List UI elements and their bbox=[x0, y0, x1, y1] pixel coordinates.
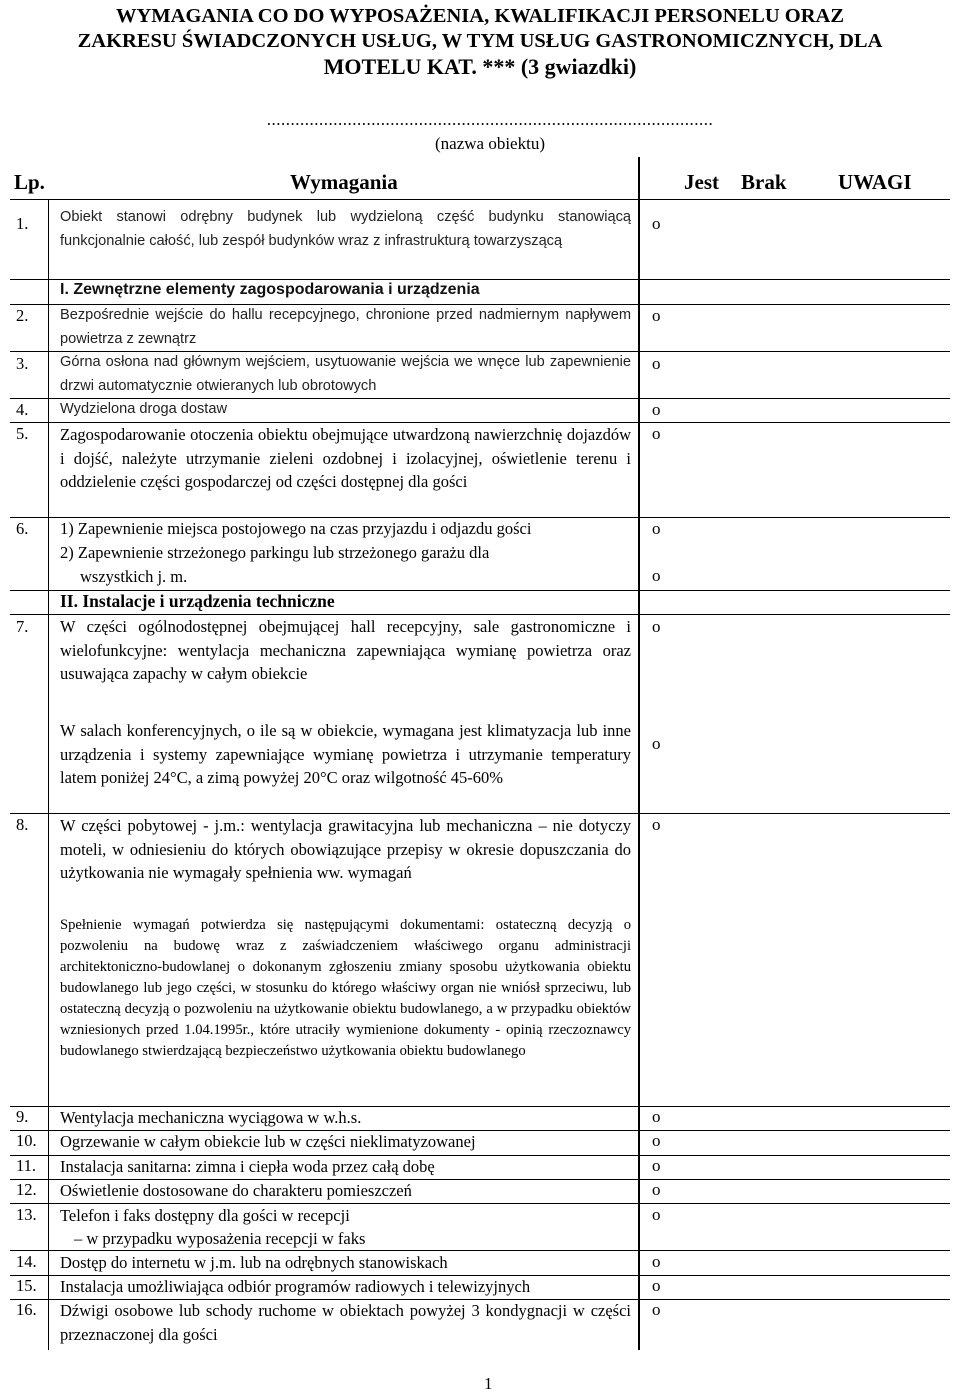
row-2-text: Bezpośrednie wejście do hallu recepcyjnego, chronione przed nadmiernym napływem powietrza z zewnątrz bbox=[60, 307, 631, 347]
row-8-lp: 8. bbox=[16, 815, 29, 834]
section-1-heading: I. Zewnętrzne elementy zagospodarowania i urządzenia bbox=[60, 281, 480, 298]
row-7-lp: 7. bbox=[16, 617, 29, 636]
row-8-mark[interactable]: o bbox=[652, 815, 661, 834]
row-14-mark[interactable]: o bbox=[652, 1252, 661, 1271]
row-2-lp: 2. bbox=[16, 306, 29, 325]
row-16-mark[interactable]: o bbox=[652, 1300, 661, 1319]
row-11-lp: 11. bbox=[16, 1156, 37, 1175]
row-7-mark-b[interactable]: o bbox=[652, 734, 661, 753]
row-7-mark-a[interactable]: o bbox=[652, 617, 661, 636]
row-6-text-b: 2) Zapewnienie strzeżonego parkingu lub strzeżonego garażu dla bbox=[60, 543, 490, 562]
header-notes: UWAGI bbox=[838, 170, 912, 194]
column-divider-requirements bbox=[638, 157, 640, 1350]
object-name-label: (nazwa obiektu) bbox=[435, 134, 545, 153]
row-16-lp: 16. bbox=[16, 1300, 37, 1319]
row-2-mark[interactable]: o bbox=[652, 306, 661, 325]
row-5-mark[interactable]: o bbox=[652, 424, 661, 443]
row-15-text: Instalacja umożliwiająca odbiór programów radiowych i telewizyjnych bbox=[60, 1277, 531, 1296]
row-4-mark[interactable]: o bbox=[652, 400, 661, 419]
row-14-lp: 14. bbox=[16, 1252, 37, 1271]
header-present: Jest bbox=[684, 170, 719, 194]
row-13-lp: 13. bbox=[16, 1205, 37, 1224]
header-divider bbox=[10, 199, 950, 200]
row-1-mark[interactable]: o bbox=[652, 214, 661, 233]
row-13-text-a: Telefon i faks dostępny dla gości w recepcji bbox=[60, 1206, 350, 1225]
row-10-lp: 10. bbox=[16, 1131, 37, 1150]
row-12-mark[interactable]: o bbox=[652, 1180, 661, 1199]
row-9-lp: 9. bbox=[16, 1107, 29, 1126]
row-6-text-a: 1) Zapewnienie miejsca postojowego na czas przyjazdu i odjazdu gości bbox=[60, 519, 532, 538]
row-4-text: Wydzielona droga dostaw bbox=[60, 401, 227, 417]
section-2-heading: II. Instalacje i urządzenia techniczne bbox=[60, 591, 335, 611]
object-name-field[interactable]: .............................................................................................. bbox=[266, 110, 714, 129]
row-12-text: Oświetlenie dostosowane do charakteru pomieszczeń bbox=[60, 1181, 412, 1200]
title-line-2: ZAKRESU ŚWIADCZONYCH USŁUG, W TYM USŁUG GASTRONOMICZNYCH, DLA bbox=[77, 30, 883, 52]
row-5-text: Zagospodarowanie otoczenia obiektu obejmujące utwardzoną nawierzchnię dojazdów i dojść, należyte utrzymanie zieleni ozdobnej i izolacyjnej, oświetlenie terenu i oddzielenie części gospodarczej od części dostępnej dla gości bbox=[60, 425, 631, 491]
row-4-lp: 4. bbox=[16, 400, 29, 419]
row-13-mark[interactable]: o bbox=[652, 1205, 661, 1224]
row-16-text: Dźwigi osobowe lub schody ruchome w obiektach powyżej 3 kondygnacji w części przeznaczonej dla gości bbox=[60, 1301, 631, 1344]
row-3-text: Górna osłona nad głównym wejściem, usytuowanie wejścia we wnęce lub zapewnienie drzwi automatycznie otwieranych lub obrotowych bbox=[60, 354, 631, 394]
row-6-mark-b[interactable]: o bbox=[652, 566, 661, 585]
page-number: 1 bbox=[484, 1374, 493, 1393]
row-3-lp: 3. bbox=[16, 354, 29, 373]
row-1-text: Obiekt stanowi odrębny budynek lub wydzieloną część budynku stanowiącą funkcjonalnie całość, lub zespół budynków wraz z infrastrukturą towarzyszącą bbox=[60, 209, 631, 249]
row-3-mark[interactable]: o bbox=[652, 354, 661, 373]
row-9-text: Wentylacja mechaniczna wyciągowa w w.h.s. bbox=[60, 1108, 362, 1127]
document-title bbox=[0, 4, 960, 79]
row-6-text-c: wszystkich j. m. bbox=[80, 567, 188, 586]
header-lp: Lp. bbox=[14, 170, 45, 194]
row-7-text-a: W części ogólnodostępnej obejmującej hall recepcyjny, sale gastronomiczne i wielofunkcyjne: wentylacja mechaniczna zapewniająca wymianę powietrza oraz usuwająca zapachy w całym obiekcie bbox=[60, 617, 631, 683]
row-5-lp: 5. bbox=[16, 424, 29, 443]
row-14-text: Dostęp do internetu w j.m. lub na odrębnych stanowiskach bbox=[60, 1253, 448, 1272]
row-10-text: Ogrzewanie w całym obiekcie lub w części nieklimatyzowanej bbox=[60, 1132, 476, 1151]
row-11-mark[interactable]: o bbox=[652, 1156, 661, 1175]
row-11-text: Instalacja sanitarna: zimna i ciepła woda przez całą dobę bbox=[60, 1157, 435, 1176]
row-6-lp: 6. bbox=[16, 519, 29, 538]
row-15-lp: 15. bbox=[16, 1276, 37, 1295]
title-line-1: WYMAGANIA CO DO WYPOSAŻENIA, KWALIFIKACJI PERSONELU ORAZ bbox=[115, 5, 845, 27]
row-15-mark[interactable]: o bbox=[652, 1276, 661, 1295]
row-divider bbox=[10, 279, 950, 280]
row-7-text-b: W salach konferencyjnych, o ile są w obiekcie, wymagana jest klimatyzacja lub inne urządzenia i systemy zapewniające wymianę powietrza i utrzymanie temperatury latem poniżej 24°C, a zimą powyżej 20°C oraz wilgotność 45-60% bbox=[60, 721, 631, 787]
row-9-mark[interactable]: o bbox=[652, 1107, 661, 1126]
header-requirements: Wymagania bbox=[290, 170, 398, 194]
row-6-mark-a[interactable]: o bbox=[652, 519, 661, 538]
title-line-3: MOTELU KAT. *** (3 gwiazdki) bbox=[323, 54, 637, 79]
row-8-text-b: Spełnienie wymagań potwierdza się następującymi dokumentami: ostateczną decyzją o pozwoleniu na budowę wraz z zaświadczeniem właściwego organu administracji architektoniczno-budowlanej o dokonanym zgłoszeniu zmiany sposobu użytkowania obiektu budowlanego lub jego części, w stosunku do którego właściwy organ nie wniósł sprzeciwu, lub ostateczną decyzją o pozwoleniu na użytkowanie obiektu budowlanego, a w przypadku obiektów wzniesionych przed 1.04.1995r., które utraciły wymienione dokumenty - opinią rzeczoznawcy budowlanego stwierdzającą bezpieczeństwo użytkowania obiektu budowlanego bbox=[60, 917, 631, 1059]
row-1-lp: 1. bbox=[16, 214, 29, 233]
row-8-text-a: W części pobytowej - j.m.: wentylacja grawitacyjna lub mechaniczna – nie dotyczy moteli, w odniesieniu do których obowiązujące przepisy w okresie dopuszczania do użytkowania nie wymagały spełnienia ww. wymagań bbox=[60, 816, 631, 882]
row-12-lp: 12. bbox=[16, 1180, 37, 1199]
row-10-mark[interactable]: o bbox=[652, 1131, 661, 1150]
header-absent: Brak bbox=[741, 170, 787, 194]
row-13-text-b: – w przypadku wyposażenia recepcji w faks bbox=[74, 1229, 366, 1248]
